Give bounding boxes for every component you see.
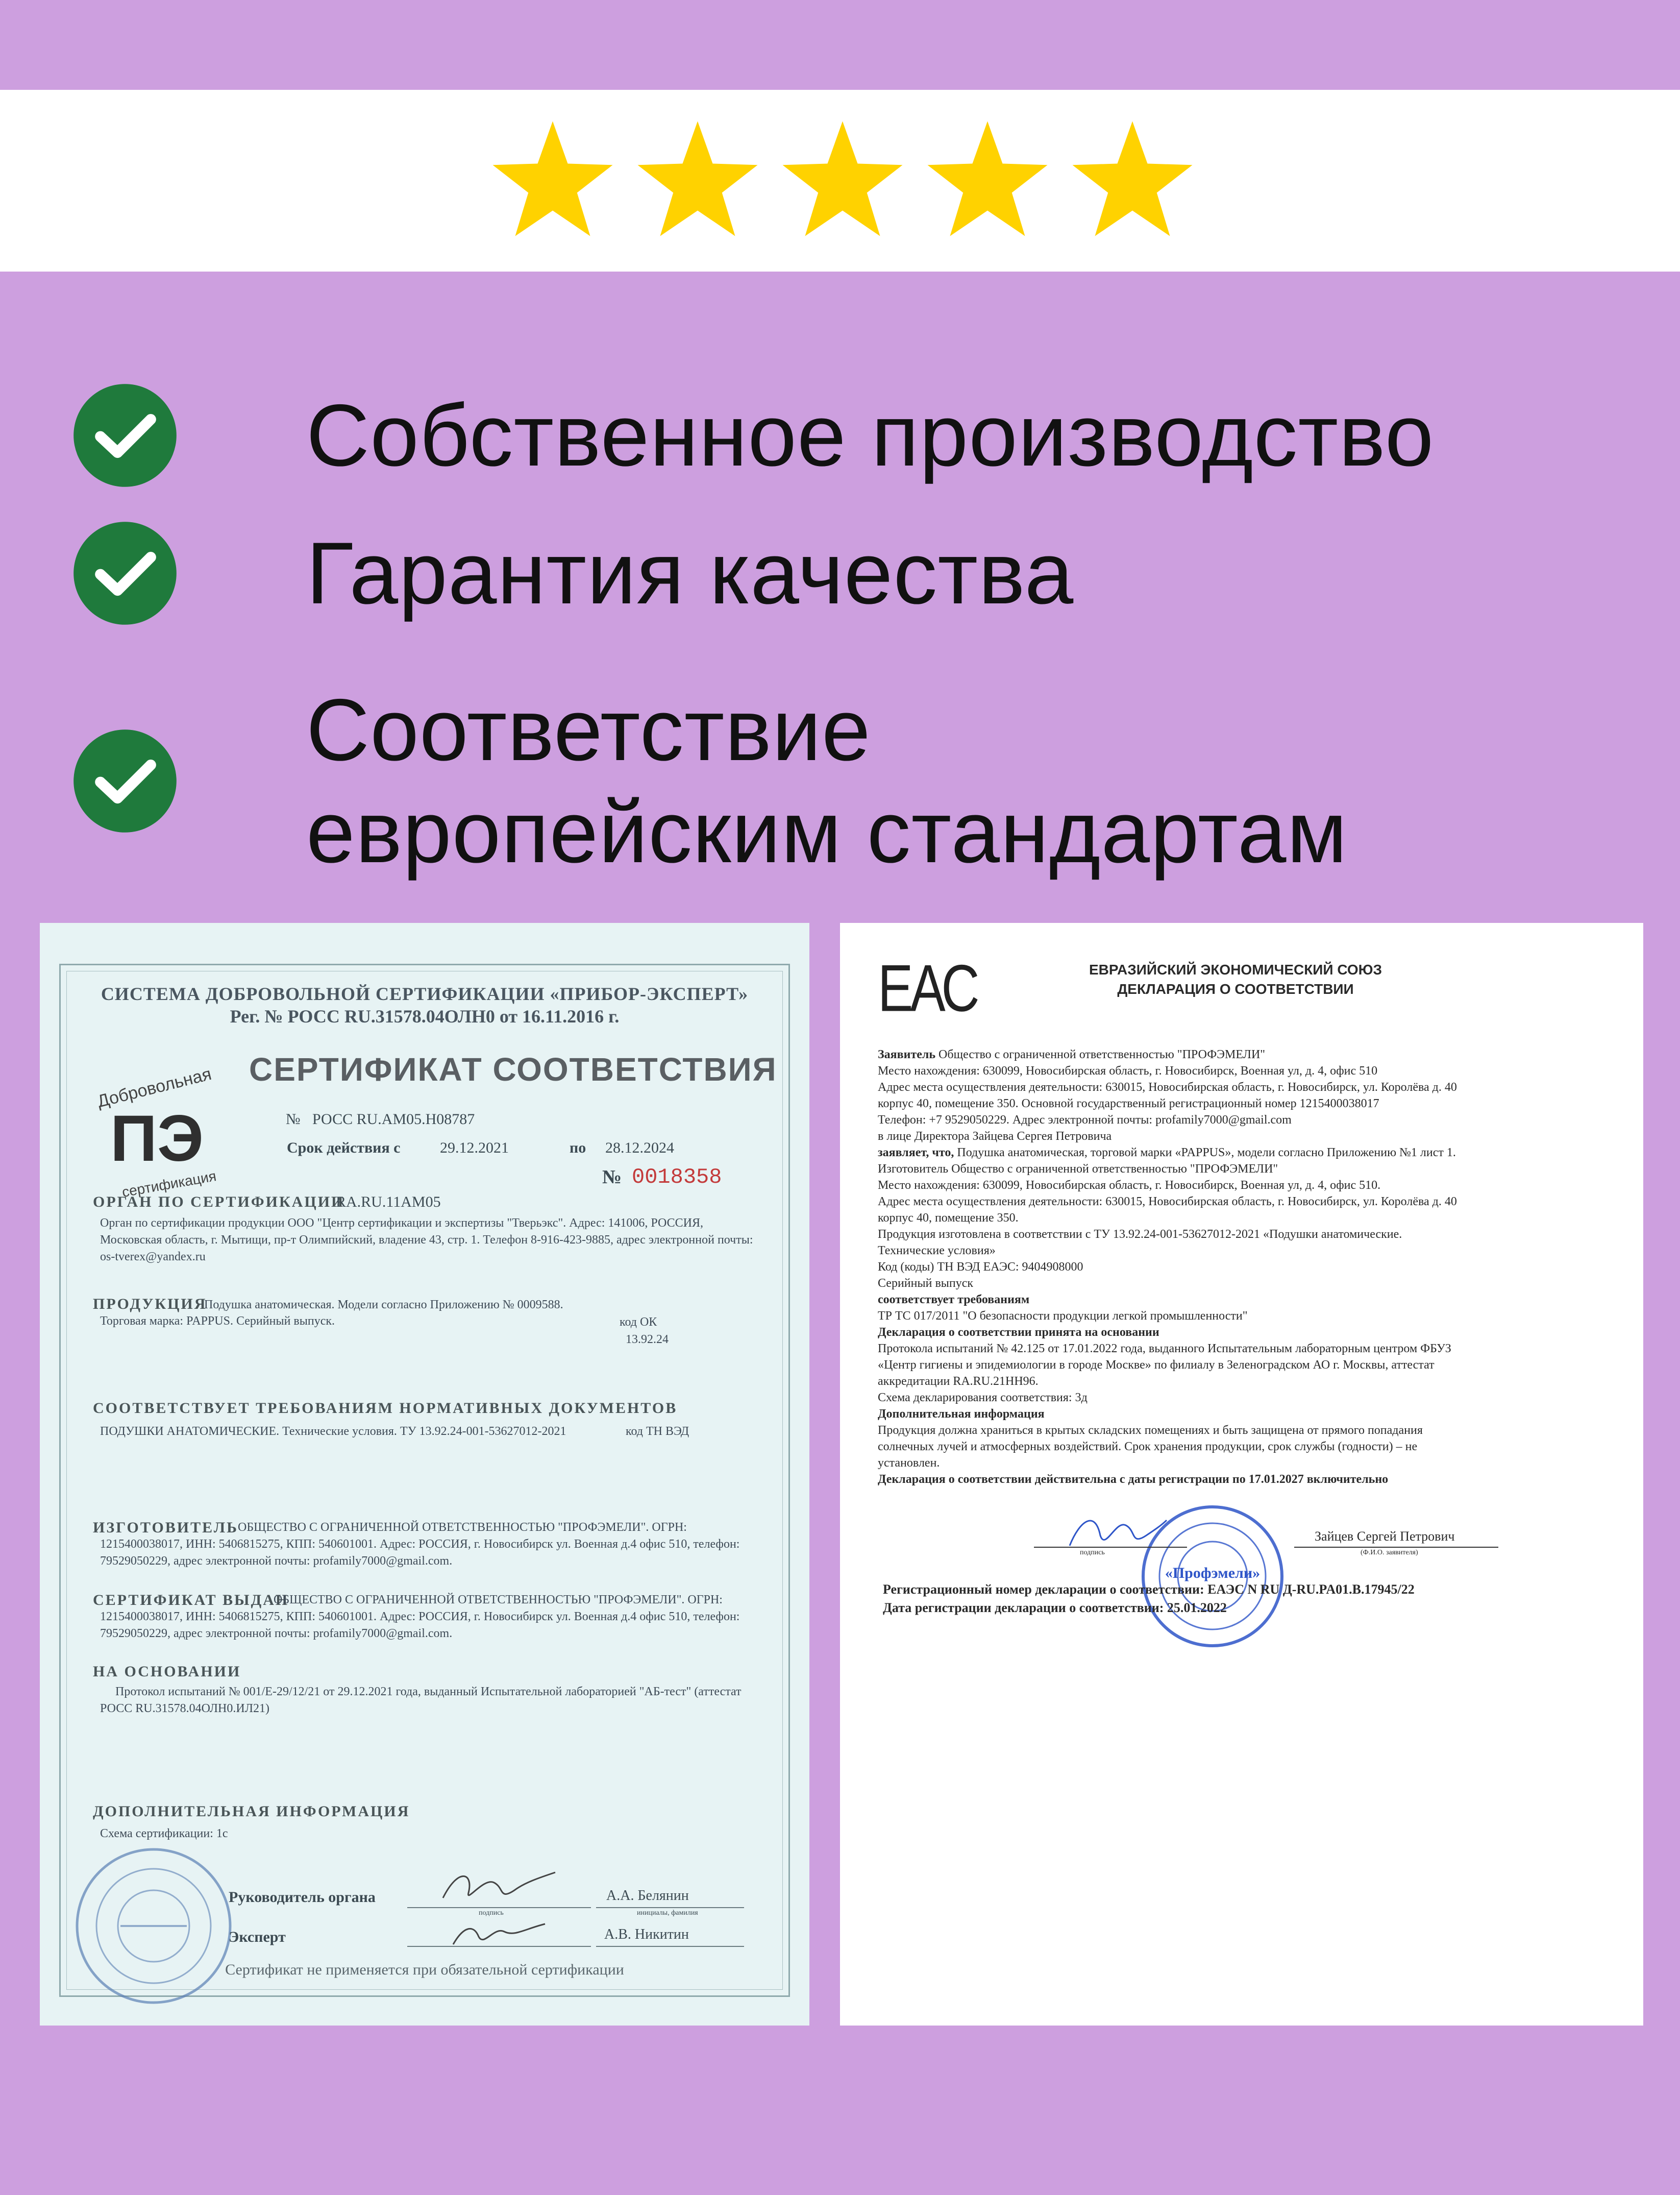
decl-signer-name: Зайцев Сергей Петрович <box>1315 1529 1455 1544</box>
cert-body-text: Орган по сертификации продукции ООО "Центр сертификации и экспертизы "Тверьэкс". Адрес: 141006, РОССИЯ, Московская область, г. Мытищи, пр-т Олимпийский, владение 43, стр. 1. Телефон 8-916-423-9885, адрес электронной почты: os-tverex@yandex.ru <box>100 1216 753 1263</box>
star-icon <box>634 117 761 245</box>
decl-line-bold: Декларация о соответствии действительна с даты регистрации по 17.01.2027 включительно <box>878 1473 1389 1486</box>
declaration-document <box>840 923 1643 2026</box>
decl-line <box>878 1226 1623 1242</box>
benefit-item-european-standards <box>71 679 1348 883</box>
benefit-text: Гарантия качества <box>306 524 1074 622</box>
cert-number: РОСС RU.AM05.H08787 <box>312 1111 475 1128</box>
name-caption: инициалы, фамилия <box>637 1909 698 1917</box>
decl-header-line1: ЕВРАЗИЙСКИЙ ЭКОНОМИЧЕСКИЙ СОЮЗ <box>1089 962 1382 978</box>
sign-caption: подпись <box>479 1909 504 1917</box>
decl-line <box>878 1046 1623 1063</box>
decl-line-bold: Декларация о соответствии принята на основании <box>878 1326 1159 1339</box>
decl-line-text: в лице Директора Зайцева Сергея Петровича <box>878 1130 1112 1143</box>
signature-mark <box>1059 1500 1172 1561</box>
benefit-item-quality <box>71 520 1074 627</box>
cert-norms-text: ПОДУШКИ АНАТОМИЧЕСКИЕ. Технические условия. ТУ 13.92.24-001-53627012-2021 <box>100 1425 566 1438</box>
benefit-text <box>306 679 1348 883</box>
decl-line <box>878 1406 1623 1422</box>
cert-serial: 0018358 <box>632 1165 722 1189</box>
decl-line-text: Код (коды) ТН ВЭД ЕАЭС: 9404908000 <box>878 1260 1083 1274</box>
cert-head-name: А.А. Белянин <box>606 1888 689 1904</box>
cert-extra-label: ДОПОЛНИТЕЛЬНАЯ ИНФОРМАЦИЯ <box>93 1803 410 1820</box>
check-circle-icon <box>71 520 179 627</box>
cert-validity-label: Срок действия с <box>287 1139 401 1156</box>
decl-signer-caption: (Ф.И.О. заявителя) <box>1361 1549 1418 1556</box>
decl-line <box>878 1324 1623 1340</box>
decl-line <box>878 1471 1623 1487</box>
decl-line <box>878 1063 1623 1079</box>
decl-line-text: Общество с ограниченной ответственностью "ПРОФЭМЕЛИ" <box>935 1048 1266 1061</box>
signature-mark <box>448 1916 550 1952</box>
decl-line-bold: заявляет, что, <box>878 1146 954 1159</box>
cert-product-text: Подушка анатомическая. Модели согласно Приложению № 0009588. <box>204 1298 563 1311</box>
cert-trademark-text: Торговая марка: PAPPUS. Серийный выпуск. <box>100 1314 335 1328</box>
cert-basis-label: НА ОСНОВАНИИ <box>93 1663 241 1680</box>
decl-line-text: «Центр гигиены и эпидемиологии в городе Москве» по филиалу в Зеленоградском АО г. Москвы, аттестат <box>878 1358 1435 1372</box>
decl-line <box>878 1210 1623 1226</box>
cert-basis-text: Протокол испытаний № 001/Е-29/12/21 от 29.12.2021 года, выданный Испытательной лабораторией "АБ-тест" (аттестат РОСС RU.31578.04ОЛН0.ИЛ21) <box>100 1685 742 1715</box>
logo-bottom-text: сертификация <box>120 1168 218 1201</box>
decl-line-text: корпус 40, помещение 350. Основной государственный регистрационный номер 1215400038017 <box>878 1097 1379 1110</box>
cert-tnved-label: код ТН ВЭД <box>626 1425 689 1438</box>
decl-line-text: Протокола испытаний № 42.125 от 17.01.2022 года, выданного Испытательным лабораторным центром ФБУЗ <box>878 1342 1451 1355</box>
logo-mark: ПЭ <box>110 1102 204 1175</box>
rating-stars <box>489 117 1196 245</box>
cert-logo <box>91 1064 224 1201</box>
decl-stamp-text: «Профэмели» <box>1165 1565 1261 1581</box>
cert-okp-code: 13.92.24 <box>626 1333 669 1346</box>
decl-sign-caption: подпись <box>1080 1549 1105 1556</box>
benefit-item-own-production <box>71 382 1434 489</box>
cert-title: СЕРТИФИКАТ СООТВЕТСТВИЯ <box>249 1051 777 1088</box>
benefit-text: Собственное производство <box>306 386 1435 484</box>
name-line <box>596 1907 744 1908</box>
name-line <box>596 1946 744 1947</box>
benefit-text-line: европейским стандартам <box>306 783 1348 881</box>
star-icon <box>779 117 906 245</box>
decl-line-text: Серийный выпуск <box>878 1277 974 1290</box>
cert-extra-text: Схема сертификации: 1с <box>100 1827 228 1840</box>
decl-line-text: Подушка анатомическая, торговой марки «PAPPUS», модели согласно Приложению №1 лист 1. <box>954 1146 1456 1159</box>
signature-line <box>1034 1547 1187 1548</box>
decl-line <box>878 1112 1623 1128</box>
cert-number-label: № <box>286 1111 301 1128</box>
decl-reg-date: Дата регистрации декларации о соответствии: 25.01.2022 <box>883 1600 1227 1615</box>
cert-system-line2: Рег. № РОСС RU.31578.04ОЛН0 от 16.11.2016 г. <box>230 1006 620 1027</box>
decl-line-text: Продукция изготовлена в соответствии с ТУ 13.92.24-001-53627012-2021 «Подушки анатомические. <box>878 1228 1402 1241</box>
decl-line-text: Телефон: +7 9529050229. Адрес электронной почты: profamily7000@gmail.com <box>878 1113 1292 1127</box>
decl-line-bold: соответствует требованиям <box>878 1293 1030 1306</box>
decl-line-bold: Дополнительная информация <box>878 1407 1045 1421</box>
cert-stamp <box>69 1842 238 2010</box>
cert-system-line1: СИСТЕМА ДОБРОВОЛЬНОЙ СЕРТИФИКАЦИИ «ПРИБОР-ЭКСПЕРТ» <box>101 984 749 1004</box>
decl-line-text: Адрес места осуществления деятельности: 630015, Новосибирская область, г. Новосибирск, ул. Королёва д. 40 <box>878 1081 1457 1094</box>
cert-valid-to: 28.12.2024 <box>605 1139 674 1156</box>
decl-line <box>878 1177 1623 1193</box>
cert-body-code: RA.RU.11AM05 <box>336 1193 441 1210</box>
star-icon <box>924 117 1051 245</box>
decl-line-text: Схема декларирования соответствия: 3д <box>878 1391 1088 1404</box>
decl-line <box>878 1193 1623 1210</box>
decl-header-line2: ДЕКЛАРАЦИЯ О СООТВЕТСТВИИ <box>1117 981 1354 997</box>
cert-okp-label: код ОК <box>620 1315 657 1329</box>
cert-valid-from: 29.12.2021 <box>440 1139 509 1156</box>
cert-norms-label: СООТВЕТСТВУЕТ ТРЕБОВАНИЯМ НОРМАТИВНЫХ ДОКУМЕНТОВ <box>93 1400 678 1417</box>
decl-line <box>878 1275 1623 1291</box>
cert-footer: Сертификат не применяется при обязательной сертификации <box>225 1961 624 1978</box>
logo-top-text: Добровольная <box>95 1064 214 1112</box>
decl-body <box>878 1046 1623 1487</box>
decl-line-text: Место нахождения: 630099, Новосибирская область, г. Новосибирск, Военная ул, д. 4, офис 510. <box>878 1179 1381 1192</box>
decl-line <box>878 1144 1623 1161</box>
star-icon <box>489 117 616 245</box>
decl-line <box>878 1357 1623 1373</box>
decl-line-text: Продукция должна храниться в крытых складских помещениях и быть защищена от прямого попадания <box>878 1424 1423 1437</box>
cert-product-label: ПРОДУКЦИЯ <box>93 1296 207 1312</box>
name-line <box>1294 1547 1498 1548</box>
decl-line-text: Технические условия» <box>878 1244 996 1257</box>
decl-line <box>878 1291 1623 1308</box>
cert-maker-label: ИЗГОТОВИТЕЛЬ <box>93 1519 238 1536</box>
decl-line-bold: Заявитель <box>878 1048 936 1061</box>
decl-line <box>878 1161 1623 1177</box>
decl-line-text: Изготовитель Общество с ограниченной ответственностью "ПРОФЭМЕЛИ" <box>878 1162 1278 1176</box>
cert-body-label: ОРГАН ПО СЕРТИФИКАЦИИ <box>93 1193 345 1210</box>
decl-line <box>878 1259 1623 1275</box>
decl-line <box>878 1373 1623 1389</box>
star-icon <box>1069 117 1196 245</box>
decl-line <box>878 1095 1623 1112</box>
decl-line <box>878 1389 1623 1406</box>
cert-expert-name: А.В. Никитин <box>604 1926 689 1942</box>
decl-reg-number: Регистрационный номер декларации о соответствии: ЕАЭС N RU Д-RU.PA01.B.17945/22 <box>883 1582 1415 1597</box>
cert-head-label: Руководитель органа <box>229 1889 376 1906</box>
decl-line-text: солнечных лучей и атмосферных воздействий. Срок хранения продукции, срок службы (годности) – не <box>878 1440 1418 1453</box>
cert-issued-text: ОБЩЕСТВО С ОГРАНИЧЕННОЙ ОТВЕТСТВЕННОСТЬЮ "ПРОФЭМЕЛИ". ОГРН: 1215400038017, ИНН: 5406815275, КПП: 540601001. Адрес: РОССИЯ, г. Новосибирск ул. Военная д.4 офис 510, телефон: 79529050229, адрес электронной почты: profamily7000@gmail.com. <box>100 1593 740 1640</box>
decl-line-text: корпус 40, помещение 350. <box>878 1211 1019 1225</box>
check-circle-icon <box>71 727 179 835</box>
decl-line <box>878 1128 1623 1144</box>
decl-line-text: аккредитации RA.RU.21НН96. <box>878 1375 1039 1388</box>
cert-expert-label: Эксперт <box>229 1929 286 1945</box>
cert-serial-label: № <box>602 1166 622 1188</box>
decl-line <box>878 1340 1623 1357</box>
decl-line-text: Место нахождения: 630099, Новосибирская область, г. Новосибирск, Военная ул, д. 4, офис 510 <box>878 1064 1378 1078</box>
decl-line <box>878 1242 1623 1259</box>
cert-maker-text: ОБЩЕСТВО С ОГРАНИЧЕННОЙ ОТВЕТСТВЕННОСТЬЮ "ПРОФЭМЕЛИ". ОГРН: 1215400038017, ИНН: 5406815275, КПП: 540601001. Адрес: РОССИЯ, г. Новосибирск ул. Военная д.4 офис 510, телефон: 79529050229, адрес электронной почты: profamily7000@gmail.com. <box>100 1521 740 1568</box>
decl-line <box>878 1438 1623 1455</box>
certificate-document <box>40 923 809 2026</box>
decl-line <box>878 1455 1623 1471</box>
decl-line-text: установлен. <box>878 1456 940 1470</box>
eac-logo: ЕАС <box>878 952 977 1026</box>
cert-valid-to-label: по <box>570 1139 586 1156</box>
decl-line <box>878 1308 1623 1324</box>
decl-line-text: Адрес места осуществления деятельности: 630015, Новосибирская область, г. Новосибирск, ул. Королёва д. 40 <box>878 1195 1457 1208</box>
decl-line-text: ТР ТС 017/2011 "О безопасности продукции легкой промышленности" <box>878 1309 1248 1323</box>
cert-issued-label: СЕРТИФИКАТ ВЫДАН <box>93 1592 289 1608</box>
decl-line <box>878 1422 1623 1438</box>
benefit-text-line: Соответствие <box>306 681 871 779</box>
check-circle-icon <box>71 382 179 489</box>
decl-line <box>878 1079 1623 1095</box>
signature-mark <box>438 1862 560 1908</box>
